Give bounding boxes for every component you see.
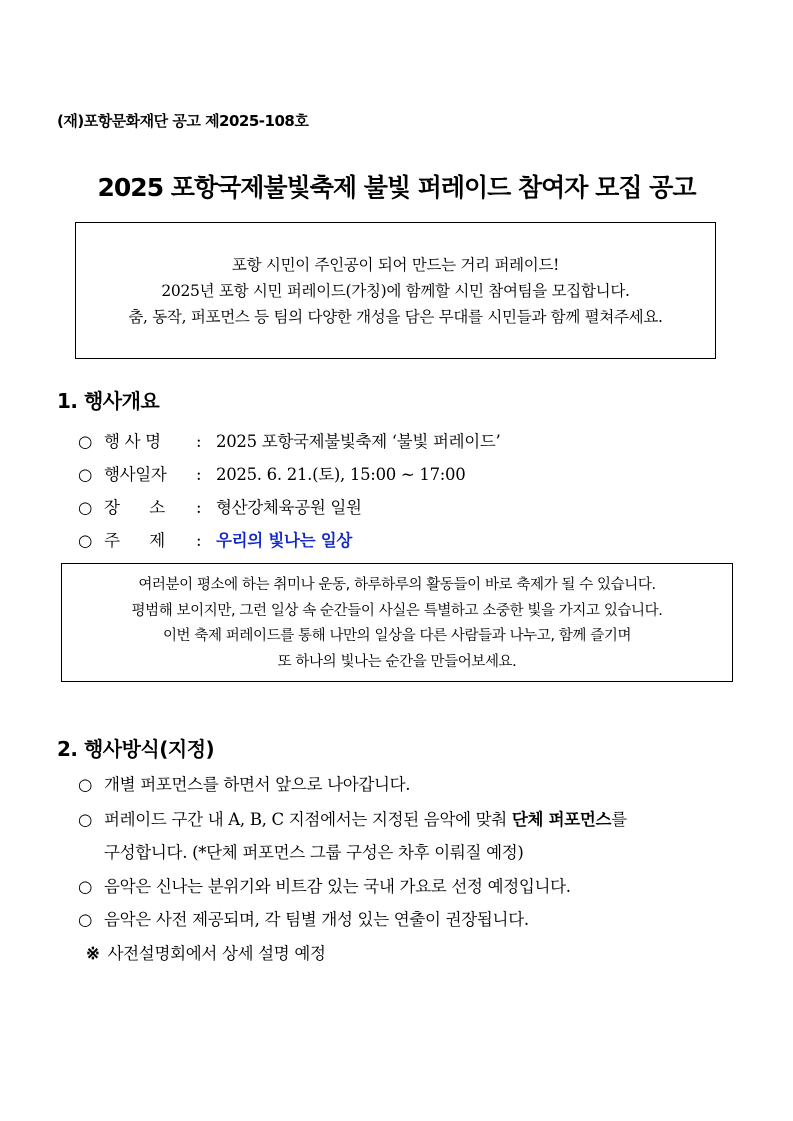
reference-mark-icon: ※ [86,944,100,963]
intro-line: 포항 시민이 주인공이 되어 만드는 거리 퍼레이드! [231,256,560,274]
item-colon: : [196,465,202,484]
item-value: 2025. 6. 21.(토), 15:00 ~ 17:00 [216,465,466,484]
group-performance-emphasis: 단체 퍼포먼스 [511,810,612,829]
overview-item-date [78,461,465,485]
method-text: 음악은 사전 제공되며, 각 팀별 개성 있는 연출이 권장됩니다. [104,910,529,929]
item-colon: : [196,498,202,517]
note-text: 사전설명회에서 상세 설명 예정 [107,944,326,963]
method-text: 개별 퍼포먼스를 하면서 앞으로 나아갑니다. [104,775,411,794]
item-colon: : [196,531,202,550]
notice-number: (재)포항문화재단 공고 제2025-108호 [57,112,309,130]
overview-item-theme [78,527,352,551]
bullet-icon: ○ [78,877,93,896]
section-title-method: 2. 행사방식(지정) [57,737,215,761]
bullet-icon: ○ [78,910,93,929]
intro-line: 2025년 포항 시민 퍼레이드(가칭)에 함께할 시민 참여팀을 모집합니다. [161,282,630,300]
method-item [78,806,627,830]
page-title: 2025 포항국제불빛축제 불빛 퍼레이드 참여자 모집 공고 [97,173,696,202]
theme-line: 이번 축제 퍼레이드를 통해 나만의 일상을 다른 사람들과 나누고, 함께 즐기며 [162,628,632,644]
item-label: 행 사 명 [104,432,161,451]
bullet-icon: ○ [78,810,93,829]
item-colon: : [196,432,202,451]
theme-value: 우리의 빛나는 일상 [216,531,353,550]
section-title-overview: 1. 행사개요 [57,389,160,413]
method-text: 퍼레이드 구간 내 A, B, C 지점에서는 지정된 음악에 맞춰 [104,810,512,829]
bullet-icon: ○ [78,432,93,451]
theme-line: 또 하나의 빛나는 순간을 만들어보세요. [277,653,517,670]
item-label: 행사일자 [104,465,167,484]
method-item [78,873,571,897]
method-item [78,906,529,930]
bullet-icon: ○ [78,775,93,794]
bullet-icon: ○ [78,498,93,517]
bullet-icon: ○ [78,531,93,550]
item-value: 2025 포항국제불빛축제 ‘불빛 퍼레이드’ [216,432,501,451]
bullet-icon: ○ [78,465,93,484]
method-text: 음악은 신나는 분위기와 비트감 있는 국내 가요로 선정 예정입니다. [104,877,571,896]
item-label: 장 소 [104,498,165,517]
theme-line: 여러분이 평소에 하는 취미나 운동, 하루하루의 활동들이 바로 축제가 될 수 있습니다. [138,577,656,593]
overview-item-venue [78,494,362,518]
note [86,940,326,964]
method-item-continuation: 구성합니다. (*단체 퍼포먼스 그룹 구성은 차후 이뤄질 예정) [104,843,524,862]
intro-box [75,222,716,359]
method-item [78,771,410,795]
intro-line: 춤, 동작, 퍼포먼스 등 팀의 다양한 개성을 담은 무대를 시민들과 함께 펼쳐주세요. [128,308,663,326]
item-label: 주 제 [104,531,165,550]
overview-item-event-name [78,428,500,452]
theme-line: 평범해 보이지만, 그런 일상 속 순간들이 사실은 특별하고 소중한 빛을 가지고 있습니다. [131,602,663,619]
item-value: 형산강체육공원 일원 [216,498,362,517]
method-text: 를 [611,810,627,829]
theme-description-box [61,563,733,682]
